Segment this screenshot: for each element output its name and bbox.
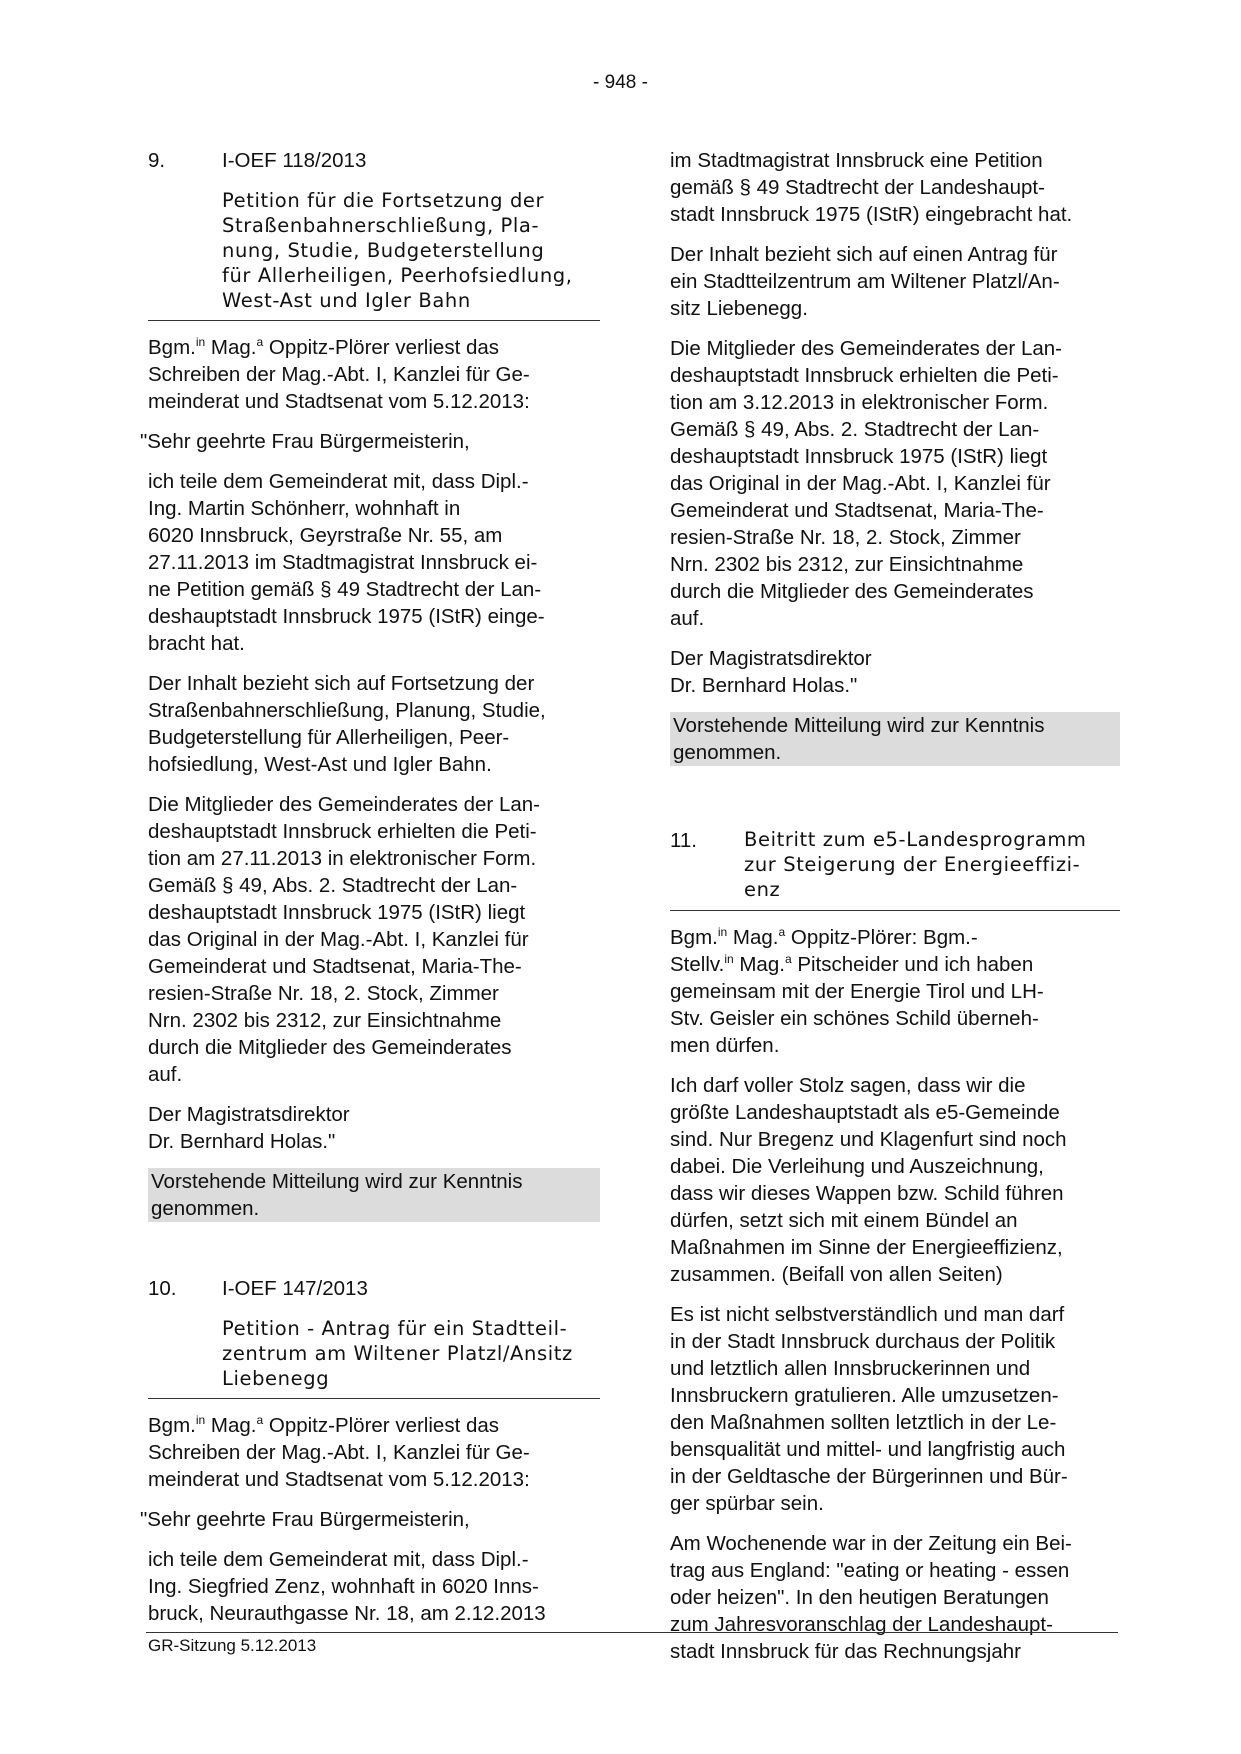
item-11-title: Beitritt zum e5-Landesprogramm zur Steigerung der Energieeffizi- enz xyxy=(744,828,1087,901)
note-box: Vorstehende Mitteilung wird zur Kenntnis genommen. xyxy=(148,1168,600,1222)
footer-session-label: GR-Sitzung 5.12.2013 xyxy=(148,1636,317,1655)
note-box: Vorstehende Mitteilung wird zur Kenntnis genommen. xyxy=(670,712,1120,766)
section-divider xyxy=(670,910,1120,911)
reader-line: Bgm.$^{in}$ Mag.$^a$ Oppitz-Plörer verliest das Schreiben der Mag.-Abt. I, Kanzlei für Ge- meinderat und Stadtsenat vom 5.12.2013: xyxy=(148,1413,530,1491)
item-number: 9. xyxy=(148,149,166,172)
paragraph: Die Mitglieder des Gemeinderates der Lan- deshauptstadt Innsbruck erhielten die Peti- tion am 27.11.2013 in elektronischer Form. Gemäß § 49, Abs. 2. Stadtrecht der Lan- deshauptstadt Innsbruck 1975 (IStR) liegt das Original in der Mag.-Abt. I, Kanzlei für Gemeinderat und Stadtsenat, Maria-The- resien-Straße Nr. 18, 2. Stock, Zimmer Nrn. 2302 bis 2312, zur Einsichtnahme durch die Mitglieder des Gemeinderates auf. xyxy=(148,793,540,1086)
paragraph: Es ist nicht selbstverständlich und man darf in der Stadt Innsbruck durchaus der Politik und letztlich allen Innsbruckerinnen und Innsbruckern gratulieren. Alle umzusetzen- den Maßnahmen sollten letztlich in der Le- bensqualität und mittel- und langfristig auch in der Geldtasche der Bürgerinnen und Bür- ger spürbar sein. xyxy=(670,1303,1068,1515)
paragraph: Der Inhalt bezieht sich auf Fortsetzung der Straßenbahnerschließung, Planung, Studie, Budgeterstellung für Allerheiligen, Peer- hofsiedlung, West-Ast und Igler Bahn. xyxy=(148,672,546,776)
item-9-title: Petition für die Fortsetzung der Straßenbahnerschließung, Pla- nung, Studie, Budgeterstellung für Allerheiligen, Peerhofsiedlung, West-Ast und Igler Bahn xyxy=(222,189,573,312)
page-number: - 948 - xyxy=(593,72,648,93)
salutation: "Sehr geehrte Frau Bürgermeisterin, xyxy=(140,1508,470,1531)
item-10-title: Petition - Antrag für ein Stadtteil- zentrum am Wiltener Platzl/Ansitz Liebenegg xyxy=(222,1317,573,1390)
item-reference: I-OEF 147/2013 xyxy=(222,1277,368,1300)
paragraph: ich teile dem Gemeinderat mit, dass Dipl.- Ing. Siegfried Zenz, wohnhaft in 6020 Inns- bruck, Neurauthgasse Nr. 18, am 2.12.2013 xyxy=(148,1548,546,1625)
paragraph: Am Wochenende war in der Zeitung ein Bei- trag aus England: "eating or heating - essen oder heizen". In den heutigen Beratungen zum Jahresvoranschlag der Landeshaupt- stadt Innsbruck für das Rechnungsjahr xyxy=(670,1532,1072,1663)
right-column xyxy=(670,147,1120,1678)
paragraph: Die Mitglieder des Gemeinderates der Lan- deshauptstadt Innsbruck erhielten die Peti- tion am 3.12.2013 in elektronischer Form. Gemäß § 49, Abs. 2. Stadtrecht der Lan- deshauptstadt Innsbruck 1975 (IStR) liegt das Original in der Mag.-Abt. I, Kanzlei für Gemeinderat und Stadtsenat, Maria-The- resien-Straße Nr. 18, 2. Stock, Zimmer Nrn. 2302 bis 2312, zur Einsichtnahme durch die Mitglieder des Gemeinderates auf. xyxy=(670,337,1062,630)
footer-divider xyxy=(146,1632,1118,1633)
paragraph: im Stadtmagistrat Innsbruck eine Petition gemäß § 49 Stadtrecht der Landeshaupt- stadt Innsbruck 1975 (IStR) eingebracht hat. xyxy=(670,149,1073,226)
item-reference: I-OEF 118/2013 xyxy=(222,149,367,172)
paragraph: Ich darf voller Stolz sagen, dass wir die größte Landeshauptstadt als e5-Gemeinde sind. Nur Bregenz und Klagenfurt sind noch dabei. Die Verleihung und Auszeichnung, dass wir dieses Wappen bzw. Schild führen dürfen, setzt sich mit einem Bündel an Maßnahmen im Sinne der Energieeffizienz, zusammen. (Beifall von allen Seiten) xyxy=(670,1074,1067,1286)
section-divider xyxy=(148,1398,600,1399)
speaker-paragraph: Bgm.$^{in}$ Mag.$^a$ Oppitz-Plörer: Bgm.- Stellv.$^{in}$ Mag.$^a$ Pitscheider und ich haben gemeinsam mit der Energie Tirol und LH- Stv. Geisler ein schönes Schild überneh- men dürfen. xyxy=(670,925,1044,1057)
signature: Der Magistratsdirektor Dr. Bernhard Holas." xyxy=(670,647,872,697)
left-column xyxy=(140,147,600,1640)
paragraph: Der Inhalt bezieht sich auf einen Antrag für ein Stadtteilzentrum am Wiltener Platzl/An- sitz Liebenegg. xyxy=(670,243,1060,320)
item-11-heading xyxy=(670,827,1120,910)
item-number: 11. xyxy=(670,829,697,852)
reader-line: Bgm.$^{in}$ Mag.$^a$ Oppitz-Plörer verliest das Schreiben der Mag.-Abt. I, Kanzlei für Ge- meinderat und Stadtsenat vom 5.12.2013: xyxy=(148,335,530,413)
item-9-heading xyxy=(148,147,600,174)
salutation: "Sehr geehrte Frau Bürgermeisterin, xyxy=(140,430,470,453)
section-divider xyxy=(148,320,600,321)
item-number: 10. xyxy=(148,1277,177,1300)
paragraph: ich teile dem Gemeinderat mit, dass Dipl.- Ing. Martin Schönherr, wohnhaft in 6020 Innsbruck, Geyrstraße Nr. 55, am 27.11.2013 im Stadtmagistrat Innsbruck ei- ne Petition gemäß § 49 Stadtrecht der Lan- deshauptstadt Innsbruck 1975 (IStR) einge- bracht hat. xyxy=(148,470,545,655)
item-10-heading xyxy=(148,1275,600,1302)
signature: Der Magistratsdirektor Dr. Bernhard Holas." xyxy=(148,1103,350,1153)
